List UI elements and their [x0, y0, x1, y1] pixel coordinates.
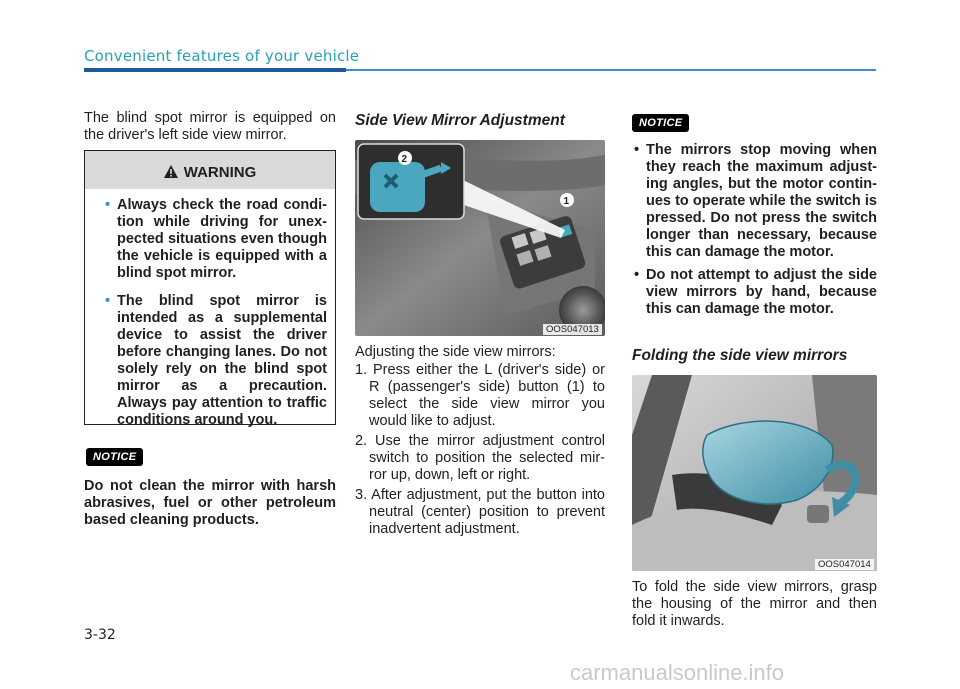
section-title: Convenient features of your vehicle [84, 47, 360, 65]
warning-title-text: WARNING [183, 164, 257, 181]
warning-title [85, 164, 335, 181]
cleaning-notice-text: Do not clean the mirror with harsh abrasives, fuel or other petroleum based cleaning products. [84, 478, 336, 528]
warning-list [105, 197, 327, 440]
notice-item: • The mirrors stop moving when they reach the maximum adjust-ing angles, but the motor contin-ues to operate while the switch is pressed. Do not press the switch longer than necessary, because this can damage the motor. [632, 142, 877, 261]
warning-header [85, 151, 335, 189]
notice-badge: NOTICE [86, 448, 143, 466]
adjustment-steps [355, 362, 605, 541]
adjusting-intro: Adjusting the side view mirrors: [355, 344, 556, 360]
warning-box [84, 150, 336, 428]
figure-caption: OOS047013 [543, 324, 602, 335]
notice-item: • Do not attempt to adjust the side view mirrors by hand, because this can damage the motor. [632, 267, 877, 318]
step-item: 1. Press either the L (driver's side) or R (passenger's side) button (1) to select the side view mirror you would like to adjust. [355, 362, 605, 429]
mirror-switch-figure [355, 140, 605, 336]
warning-icon [164, 165, 178, 178]
step-item: 2. Use the mirror adjustment control switch to position the selected mir-ror up, down, left or right. [355, 433, 605, 483]
notice-badge: NOTICE [632, 114, 689, 132]
side-mirror-illustration [632, 375, 877, 571]
motor-notice-list [632, 142, 877, 324]
side-mirror-adjustment-heading: Side View Mirror Adjustment [355, 112, 565, 129]
header-rule-light [346, 69, 876, 71]
door-panel-illustration [355, 140, 605, 336]
folding-instruction: To fold the side view mirrors, grasp the housing of the mirror and then fold it inwards. [632, 579, 877, 629]
warning-item: • Always check the road condi-tion while driving for unex-pected situations even though the vehicle is equipped with a blind spot mirror. [105, 197, 327, 282]
callout-1: 1 [563, 196, 570, 207]
warning-item: • The blind spot mirror is intended as a supplemental device to assist the driver before changing lanes. Do not solely rely on the blind spot mirror as a precaution. Always pay attention to traffic conditions around you. [105, 293, 327, 429]
step-item: 3. After adjustment, put the button into neutral (center) position to prevent inadvertent adjustment. [355, 487, 605, 537]
watermark-text: carmanualsonline.info [570, 660, 785, 685]
header-rule-dark [84, 68, 346, 72]
folding-mirrors-heading: Folding the side view mirrors [632, 347, 848, 364]
blind-spot-intro: The blind spot mirror is equipped on the driver's left side view mirror. [84, 110, 336, 143]
figure-caption: OOS047014 [815, 559, 874, 570]
folding-mirror-figure [632, 375, 877, 571]
callout-2: 2 [401, 154, 408, 165]
page-number: 3-32 [84, 627, 116, 643]
